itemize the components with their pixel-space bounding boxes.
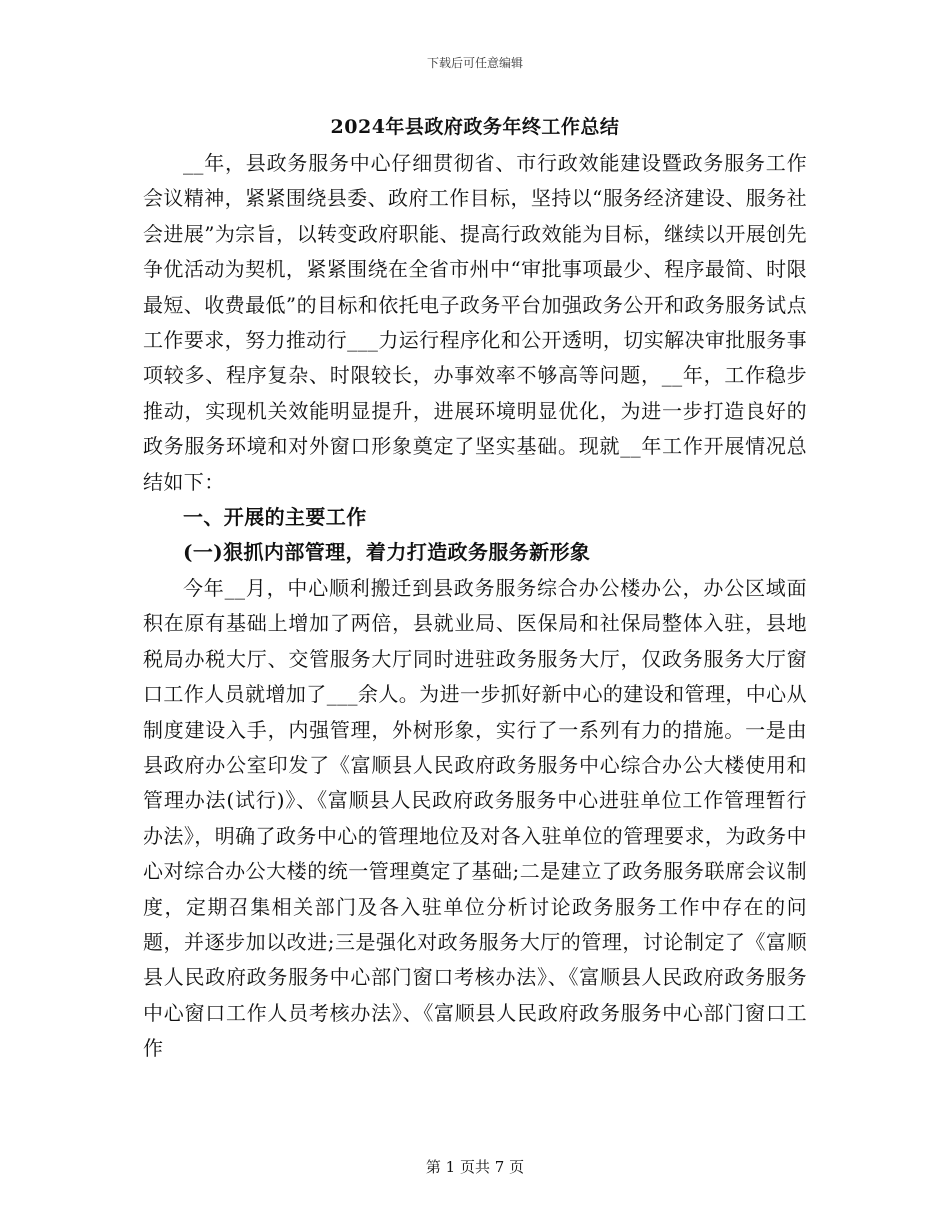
header-note: 下载后可任意编辑 <box>426 56 523 70</box>
page-footer: 第 1 页共 7 页 <box>425 1158 525 1176</box>
body-paragraph: 今年__月，中心顺利搬迁到县政务服务综合办公楼办公，办公区域面积在原有基础上增加了两倍，县就业局、医保局和社保局整体入驻，县地税局办税大厅、交管服务大厅同时进驻政务服务大厅，仅政务服务大厅窗口工作人员就增加了___余人。为进一步抓好新中心的建设和管理，中心从制度建设入手，内强管理，外树形象，实行了一系列有力的措施。一是由县政府办公室印发了《富顺县人民政府政务服务中心综合办公大楼使用和管理办法(试行)》、《富顺县人民政府政务服务中心进驻单位工作管理暂行办法》，明确了政务中心的管理地位及对各入驻单位的管理要求，为政务中心对综合办公大楼的统一管理奠定了基础;二是建立了政务服务联席会议制度，定期召集相关部门及各入驻单位分析讨论政务服务工作中存在的问题，并逐步加以改进;三是强化对政务服务大厅的管理，讨论制定了《富顺县人民政府政务服务中心部门窗口考核办法》、《富顺县人民政府政务服务中心窗口工作人员考核办法》、《富顺县人民政府政务服务中心部门窗口工作 <box>143 575 807 1061</box>
intro-paragraph: __年，县政务服务中心仔细贯彻省、市行政效能建设暨政务服务工作会议精神，紧紧围绕县委、政府工作目标，坚持以“服务经济建设、服务社会进展”为宗旨，以转变政府职能、提高行政效能为目标，继续以开展创先争优活动为契机，紧紧围绕在全省市州中“审批事项最少、程序最简、时限最短、收费最低”的目标和依托电子政务平台加强政务公开和政务服务试点工作要求，努力推动行___力运行程序化和公开透明，切实解决审批服务事项较多、程序复杂、时限较长，办事效率不够高等问题，__年，工作稳步推动，实现机关效能明显提升，进展环境明显优化，为进一步打造良好的政务服务环境和对外窗口形象奠定了坚实基础。现就__年工作开展情况总结如下： <box>143 151 807 494</box>
document-page <box>143 108 807 1067</box>
document-title: 2024年县政府政务年终工作总结 <box>330 116 620 138</box>
subsection-heading: (一)狠抓内部管理，着力打造政务服务新形象 <box>183 540 591 565</box>
section-heading: 一、开展的主要工作 <box>183 505 367 530</box>
